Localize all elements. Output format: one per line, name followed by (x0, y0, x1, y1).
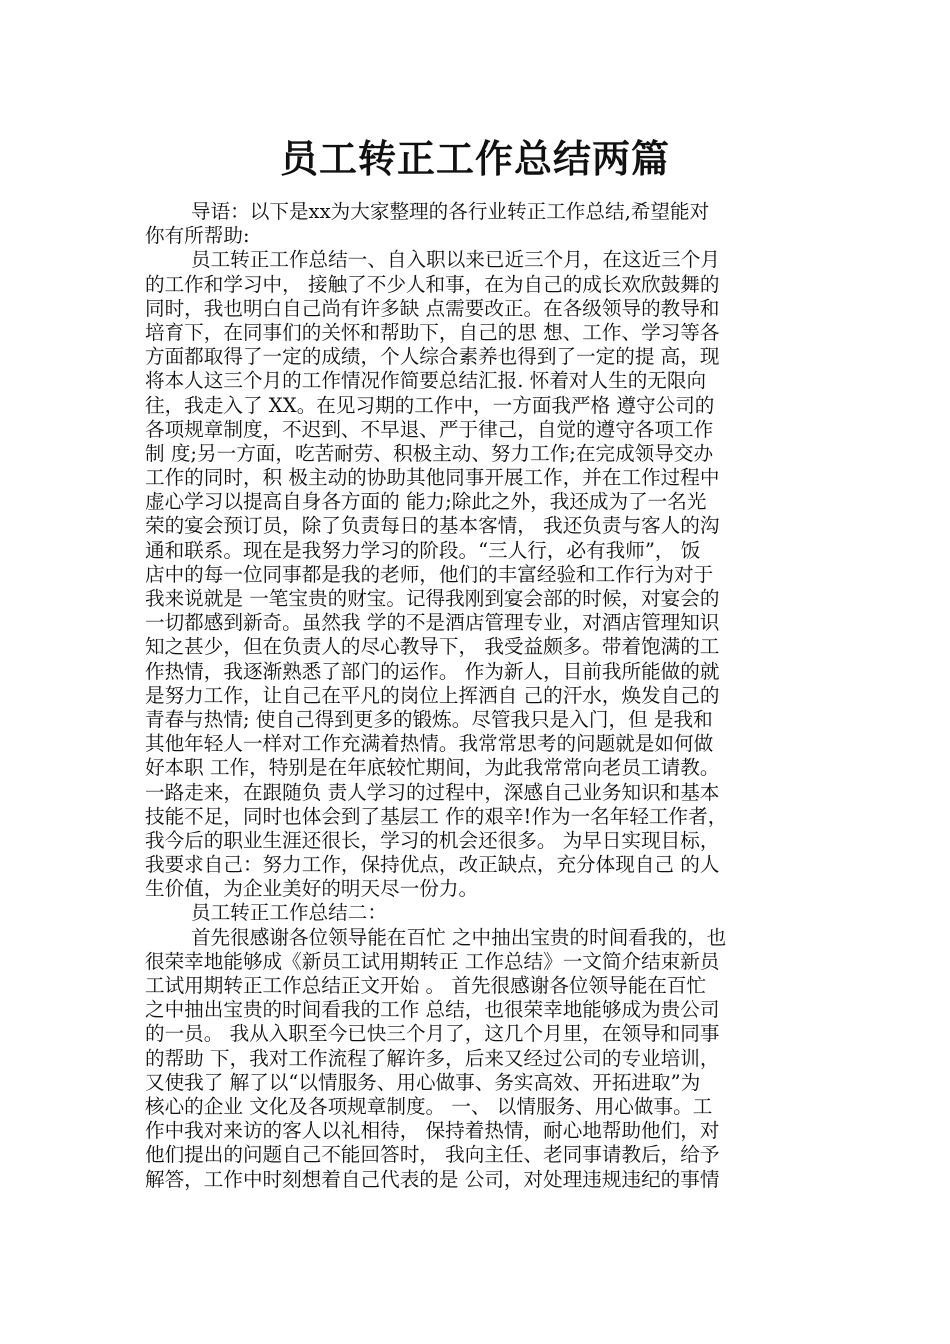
text-line: 的一员。 我从入职至今已快三个月了，这几个月里，在领导和同事 (145, 1022, 720, 1046)
text-line: 店中的每一位同事都是我的老师，他们的丰富经验和工作行为对于 (145, 562, 714, 586)
text-line: 导语：以下是xx为大家整理的各行业转正工作总结,希望能对 (191, 200, 710, 223)
text-line: 首先很感谢各位领导能在百忙 之中抽出宝贵的时间看我的，也 (191, 925, 727, 949)
text-line: 我要求自己：努力工作，保持优点，改正缺点，充分体现自己 的人 (145, 853, 720, 877)
text-line: 我今后的职业生涯还很长，学习的机会还很多。 为早日实现目标， (145, 828, 720, 852)
text-line: 他们提出的问题自己不能回答时， 我向主任、老同事请教后，给予 (145, 1143, 720, 1167)
text-line: 又使我了 解了以“以情服务、用心做事、务实高效、开拓进取”为 (145, 1070, 701, 1094)
text-line: 的工作和学习中， 接触了不少人和事，在为自己的成长欢欣鼓舞的 (145, 272, 720, 296)
text-line: 好本职 工作，特别是在年底较忙期间，为此我常常向老员工请教。 (145, 756, 720, 780)
document-body (145, 200, 810, 1192)
text-line: 知之甚少，但在负责人的尽心教导下， 我受益颇多。带着饱满的工 (145, 635, 720, 659)
text-line: 制 度;另一方面，吃苦耐劳、积极主动、努力工作;在完成领导交办 (145, 441, 714, 465)
text-line: 员工转正工作总结二： (191, 901, 387, 925)
text-line: 的帮助 下，我对工作流程了解许多，后来又经过公司的专业培训， (145, 1046, 720, 1070)
text-line: 我来说就是 一笔宝贵的财宝。记得我刚到宴会部的时候，对宴会的 (145, 587, 720, 610)
text-line: 你有所帮助: (145, 224, 250, 248)
text-line: 同时，我也明白自己尚有许多缺 点需要改正。在各级领导的教导和 (145, 296, 720, 320)
text-line: 培育下，在同事们的关怀和帮助下，自己的思 想、工作、学习等各 (145, 320, 720, 344)
text-line: 将本人这三个月的工作情况作简要总结汇报. 怀着对人生的无限向 (145, 369, 707, 393)
text-line: 员工转正工作总结一、自入职以来已近三个月，在这近三个月 (191, 248, 721, 272)
text-line: 其他年轻人一样对工作充满着热情。我常常思考的问题就是如何做 (145, 732, 714, 756)
text-line: 核心的企业 文化及各项规章制度。 一、 以情服务、用心做事。工 (145, 1094, 713, 1118)
text-line: 生价值，为企业美好的明天尽一份力。 (145, 877, 479, 901)
text-line: 青春与热情; 使自己得到更多的锻炼。尽管我只是入门，但 是我和 (145, 707, 713, 731)
text-line: 作热情，我逐渐熟悉了部门的运作。 作为新人，目前我所能做的就 (145, 659, 720, 683)
text-line: 技能不足，同时也体会到了基层工 作的艰辛!作为一名年轻工作者， (145, 804, 728, 828)
text-line: 一切都感到新奇。虽然我 学的不是酒店管理专业，对酒店管理知识 (145, 611, 720, 635)
text-line: 各项规章制度，不迟到、不早退、严于律己，自觉的遵守各项工作 (145, 417, 714, 441)
text-line: 一路走来，在跟随负 责人学习的过程中，深感自己业务知识和基本 (145, 780, 720, 804)
text-line: 之中抽出宝贵的时间看我的工作 总结，也很荣幸地能够成为贵公司 (145, 998, 720, 1022)
text-line: 通和联系。现在是我努力学习的阶段。“三人行，必有我师”， 饭 (145, 538, 701, 562)
text-line: 往，我走入了 XX。在见习期的工作中，一方面我严格 遵守公司的 (145, 393, 715, 417)
document-title: 员工转正工作总结两篇 (279, 137, 670, 181)
text-line: 是努力工作，让自己在平凡的岗位上挥洒自 己的汗水，焕发自己的 (145, 683, 720, 707)
text-line: 虚心学习以提高自身各方面的 能力;除此之外，我还成为了一名光 (145, 490, 707, 514)
text-line: 作中我对来访的客人以礼相待， 保持着热情，耐心地帮助他们，对 (145, 1119, 720, 1143)
text-line: 很荣幸地能够成《新员工试用期转正 工作总结》一文简介结束新员 (145, 949, 720, 973)
text-line: 解答，工作中时刻想着自己代表的是 公司，对处理违规违纪的事情 (145, 1167, 720, 1191)
text-line: 工试用期转正工作总结正文开始 。 首先很感谢各位领导能在百忙 (145, 974, 707, 997)
text-line: 方面都取得了一定的成绩，个人综合素养也得到了一定的提 高，现 (145, 345, 720, 369)
text-line: 工作的同时，积 极主动的协助其他同事开展工作，并在工作过程中 (145, 466, 720, 490)
text-line: 荣的宴会预订员，除了负责每日的基本客情， 我还负责与客人的沟 (145, 514, 720, 538)
